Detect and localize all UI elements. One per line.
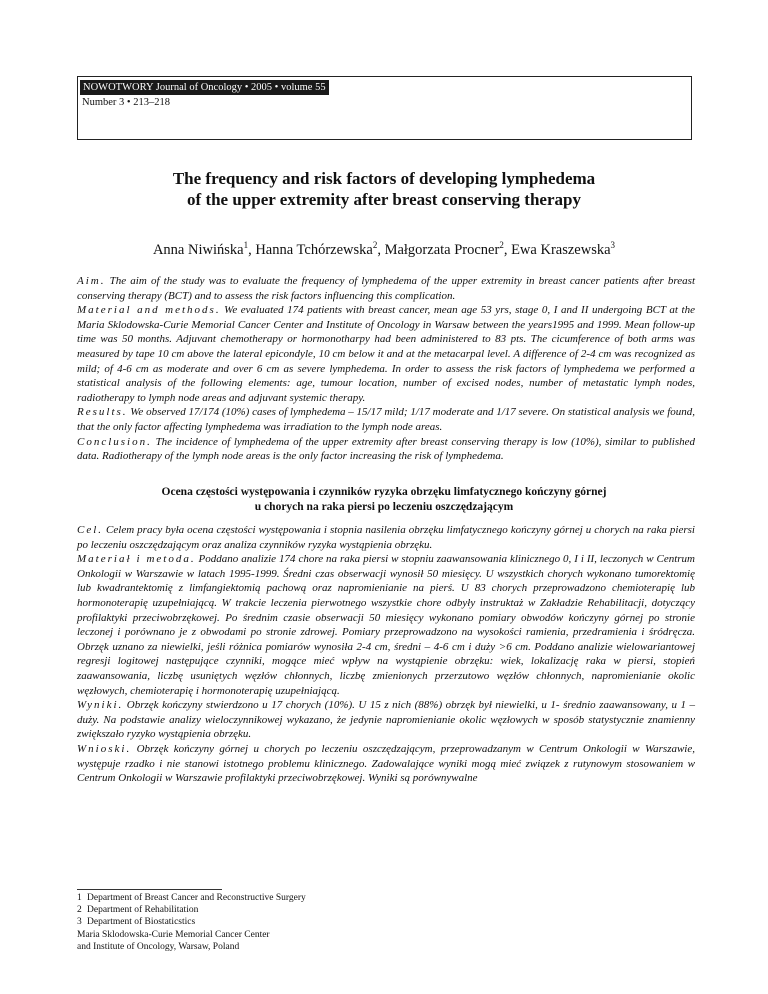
abstract-aim: Aim. The aim of the study was to evaluate the frequency of lymphedema of the upper extremity in breast cancer patients after breast conserving therapy (BCT) and to assess the risk factors influencing this complication. [77,275,695,302]
polish-title-line-1: Ocena częstości występowania i czynników ryzyka obrzęku limfatycznego kończyny górnej [161,486,607,498]
section-label: Material and methods. [77,304,221,317]
section-label: Conclusion. [77,435,152,448]
journal-header-box [77,76,692,140]
title-line-1: The frequency and risk factors of developing lymphedema [172,169,596,188]
author-name: Ewa Kraszewska [511,241,611,258]
section-label: Wnioski. [77,742,132,755]
footnote-1: 1 Department of Breast Cancer and Reconstructive Surgery [77,893,306,903]
abstract-results: Results. We observed 17/174 (10%) cases of lymphedema – 15/17 mild; 1/17 moderate and 1/17 severe. On statistical analysis we found, that the only factor affecting lymphedema was irradiation to the lymph node areas. [77,406,695,433]
footnote-2: 2 Department of Rehabilitation [77,905,199,916]
affiliation-mark: 3 [610,240,616,250]
footnotes [77,892,306,953]
polish-title [0,485,768,515]
abstract-pl-conclusion: Wnioski. Obrzęk kończyny górnej u chorych po leczeniu oszczędzającym, przeprowadzanym w Centrum Onkologii w Warszawie, występuje rzadko i nie stanowi istotnego problemu klinicznego. Zadowalające wyniki mogą mieć związek z rutynowym stosowaniem w Centrum Onkologii w Warszawie profilaktyki przeciwobrzękowej. Wyniki są porównywalne [77,742,695,785]
author-list [0,236,768,259]
section-label: Materiał i metoda. [77,553,196,566]
abstract-pl-results: Wyniki. Obrzęk kończyny stwierdzono u 17 chorych (10%). U 15 z nich (88%) obrzęk był niewielki, u 1- średnio zaawansowany, u 1 – duży. Na podstawie analizy wieloczynnikowej wykazano, że jedynie napromienianie okolic węzłowych w sposób statystycznie znamienny zwiększało ryzyko wystąpienia obrzęku. [77,699,695,741]
section-label: Wyniki. [77,699,124,712]
title-line-2: of the upper extremity after breast conserving therapy [187,190,581,209]
polish-title-line-2: u chorych na raka piersi po leczeniu oszczędzającym [254,501,514,513]
abstract-methods: Material and methods. We evaluated 174 patients with breast cancer, mean age 53 yrs, stage 0, I and II undergoing BCT at the Maria Sklodowska-Curie Memorial Cancer Center and Institute of Oncology in Warsaw between the years1995 and 1999. Mean follow-up time was 50 months. Adjuvant chemotherapy or hormonotharpy had been administered to 83 pts. The cicumference of both arms was measured by tape 10 cm above the lateral epicondyle, 10 cm below it and at the metacarpal level. A difference of 2-4 cm was recognized as mild; of 4-6 cm as moderate and over 6 cm as severe lymphedema. In order to assess the risk factors of lymphedema we performed a statistical analysis of the following elements: age, tumour location, number of excised nodes, number of metastatic lymph nodes, radiotherapy to lymph node areas and adjuvant systemic therapy. [77,304,695,404]
institution-line-2: and Institute of Oncology, Warsaw, Poland [77,941,240,952]
institution-line-1: Maria Sklodowska-Curie Memorial Cancer Center [77,929,270,940]
affiliation-mark: 2 [372,240,378,250]
section-label: Cel. [77,524,104,536]
section-label: Results. [77,406,128,419]
affiliation-mark: 1 [243,240,249,250]
footnote-divider [77,889,222,890]
abstract-conclusion: Conclusion. The incidence of lymphedema of the upper extremity after breast conserving therapy is low (10%), similar to published data. Radiotherapy of the lymph node areas is the only factor increasing the risk of lymphedema. [77,435,695,463]
section-label: Aim. [77,275,106,287]
author-separator: , [248,241,256,258]
abstract-pl-aim: Cel. Celem pracy była ocena częstości występowania i stopnia nasilenia obrzęku limfatycznego kończyny górnej u chorych na raka piersi po leczeniu oszczędzającym oraz analiza czynników ryzyka wystąpienia obrzęku. [77,524,695,551]
journal-name: NOWOTWORY Journal of Oncology • 2005 • volume 55 [80,80,329,95]
abstract-polish [77,523,695,786]
author-separator: , [377,241,385,258]
author-name: Hanna Tchórzewska [255,241,373,258]
abstract-english [77,274,695,464]
article-title [0,168,768,210]
affiliation-mark: 2 [499,240,504,250]
issue-info: Number 3 • 213–218 [82,97,170,108]
footnote-3: 3 Department of Biostaticstics [77,917,196,928]
abstract-pl-methods: Materiał i metoda. Poddano analizie 174 chore na raka piersi w stopniu zaawansowania klinicznego 0, I i II, leczonych w Centrum Onkologii w Warszawie w latach 1995-1999. Średni czas obserwacji wynosił 50 miesięcy. U wszystkich chorych wykonano tumorektomię lub kwadrantektomię z limfangiektomią pachową oraz napromienianie na pierś. U 83 chorych przeprowadzono chemioterapię lub hormonoterapię uzupełniającą. W trakcie leczenia pierwotnego wszystkie chore odbyły instruktaż w Zakładzie Rehabilitacji, dotyczący profilaktyki przeciwobrzękowej. Po średnim czasie obserwacji 50 miesięcy wykonano pomiary obwodów kończyny górnej po stronie leczonej i porównano je z obwodami po stronie zdrowej. Pomiary przeprowadzono na wysokości ramienia, przedramienia i śródręcza. Obrzęk uznano za niewielki, jeśli różnica pomiarów wynosiła 2-4 cm, średni – 4-6 cm i duży >6 cm. Poddano analizie wielowariantowej regresji logitowej następujące czynniki, mogące mieć wpływ na wystąpienie obrzęku: wiek, lokalizację raka w piersi, stopień zaawansowania, liczbę usuniętych węzłów chłonnych, liczbę zmienionych przerzutowo węzłów chłonnych, napromienianie okolic węzłowych, chemioterapię i hormonoterapię uzupełniającą. [77,553,695,697]
author-name: Małgorzata Procner [384,241,500,258]
author-name: Anna Niwińska [152,241,244,258]
author-separator: , [503,241,512,258]
